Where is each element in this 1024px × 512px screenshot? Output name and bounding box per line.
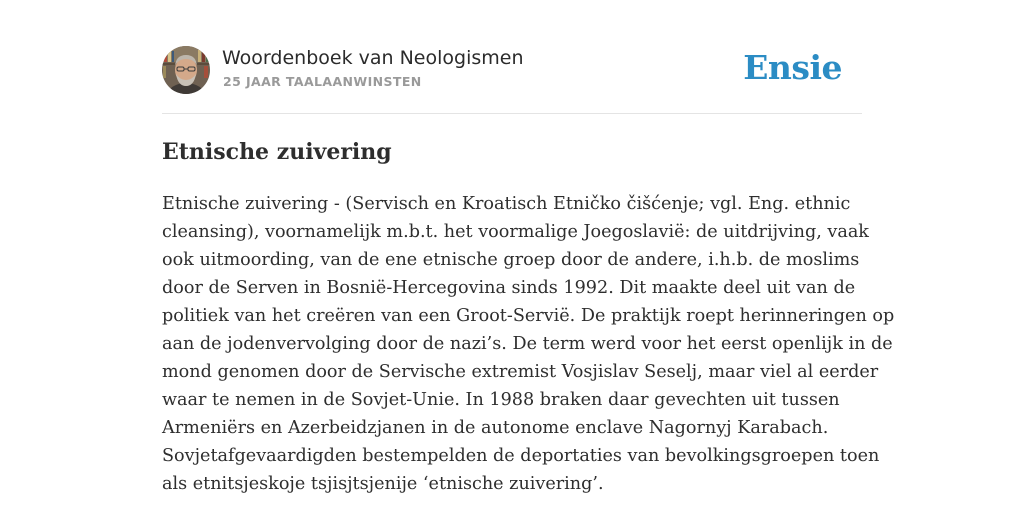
entry-body-line: waar te nemen in de Sovjet-Unie. In 1988 braken daar gevechten uit tussen bbox=[162, 390, 840, 410]
entry-body-line: als etnitsjeskoje tsjisjtsjenije ‘etnische zuivering’. bbox=[162, 474, 604, 494]
entry-card bbox=[162, 0, 895, 512]
entry-body-line: Sovjetafgevaardigden bestempelden de deportaties van bevolkingsgroepen toen bbox=[162, 446, 880, 466]
brand-logo[interactable]: Ensie bbox=[743, 48, 842, 87]
author-avatar[interactable] bbox=[162, 46, 210, 94]
entry-body-line: politiek van het creëren van een Groot-Servië. De praktijk roept herinneringen op bbox=[162, 306, 895, 326]
header-divider bbox=[162, 113, 862, 114]
header bbox=[162, 46, 862, 96]
entry-body-line: door de Serven in Bosnië-Hercegovina sinds 1992. Dit maakte deel uit van de bbox=[162, 278, 856, 298]
author-name[interactable]: Woordenboek van Neologismen bbox=[222, 47, 524, 69]
entry-body-line: mond genomen door de Servische extremist Vosjislav Seselj, maar viel al eerder bbox=[162, 362, 879, 382]
entry-body-line: Etnische zuivering - (Servisch en Kroatisch Etničko čišćenje; vgl. Eng. ethnic bbox=[162, 194, 851, 214]
entry-body-line: cleansing), voornamelijk m.b.t. het voormalige Joegoslavië: de uitdrijving, vaak bbox=[162, 222, 869, 242]
entry-body-line: Armeniërs en Azerbeidzjanen in de autonome enclave Nagornyj Karabach. bbox=[162, 418, 829, 438]
author-subtitle: 25 JAAR TAALAANWINSTEN bbox=[223, 74, 422, 89]
entry-title: Etnische zuivering bbox=[162, 139, 392, 165]
entry-body-line: aan de jodenvervolging door de nazi’s. De term werd voor het eerst openlijk in de bbox=[162, 334, 893, 354]
entry-body-line: ook uitmoording, van de ene etnische groep door de andere, i.h.b. de moslims bbox=[162, 250, 860, 270]
author-portrait-icon bbox=[162, 46, 210, 94]
entry-body bbox=[162, 190, 895, 498]
